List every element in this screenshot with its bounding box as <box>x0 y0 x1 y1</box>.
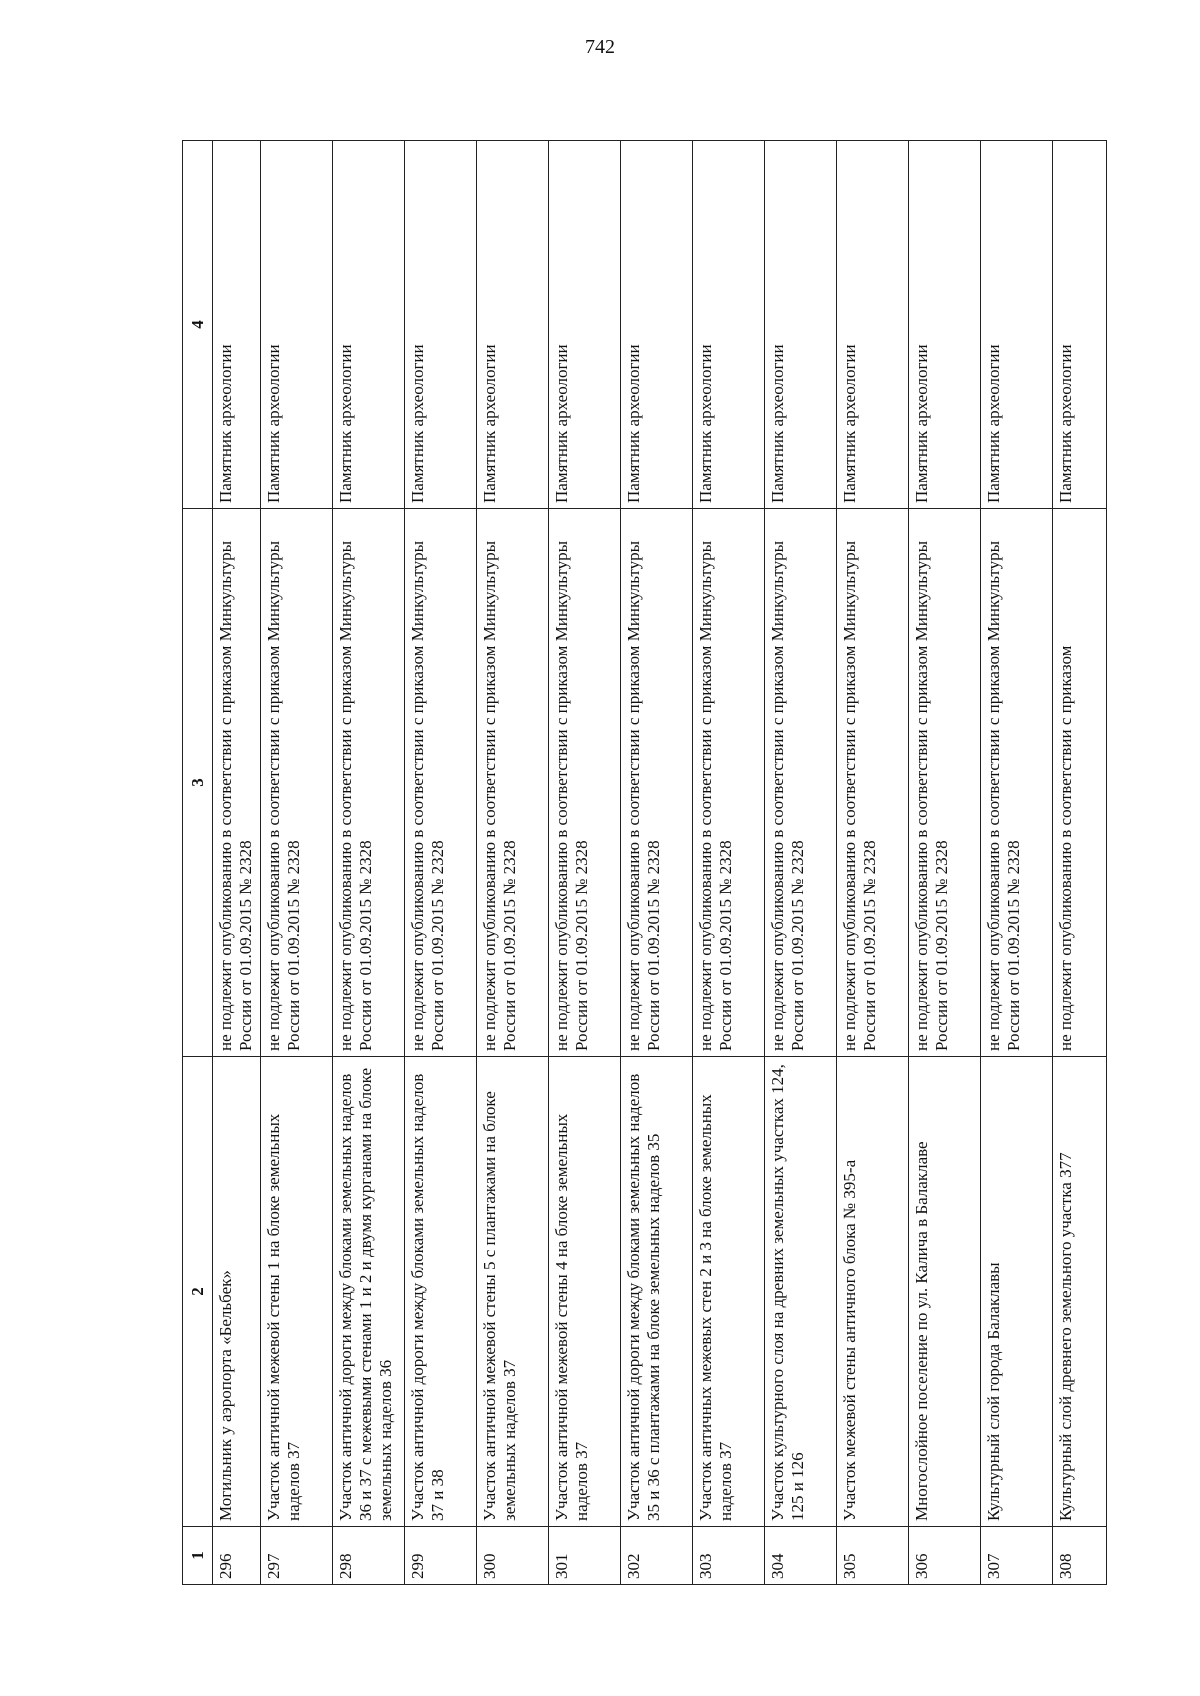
row-number-cell: 301 <box>549 1527 621 1585</box>
object-type-cell: Памятник археологии <box>765 141 837 509</box>
object-type-cell: Памятник археологии <box>477 141 549 509</box>
row-number-cell: 305 <box>837 1527 909 1585</box>
publication-status-cell: не подлежит опубликованию в соответствии с приказом Минкультуры России от 01.09.2015 № 2328 <box>213 509 261 1057</box>
publication-status-cell: не подлежит опубликованию в соответствии с приказом Минкультуры России от 01.09.2015 № 2328 <box>837 509 909 1057</box>
object-name-cell: Культурный слой города Балаклавы <box>981 1057 1053 1527</box>
row-number-cell: 298 <box>333 1527 405 1585</box>
object-type-cell: Памятник археологии <box>1053 141 1107 509</box>
row-number-cell: 303 <box>693 1527 765 1585</box>
object-name-cell: Участок античной межевой стены 5 с плантажами на блоке земельных наделов 37 <box>477 1057 549 1527</box>
publication-status-cell: не подлежит опубликованию в соответствии с приказом Минкультуры России от 01.09.2015 № 2328 <box>765 509 837 1057</box>
table-row <box>405 141 477 1585</box>
table-row <box>837 141 909 1585</box>
object-type-cell: Памятник археологии <box>693 141 765 509</box>
row-number-cell: 299 <box>405 1527 477 1585</box>
object-type-cell: Памятник археологии <box>981 141 1053 509</box>
publication-status-cell: не подлежит опубликованию в соответствии с приказом Минкультуры России от 01.09.2015 № 2328 <box>549 509 621 1057</box>
object-type-cell: Памятник археологии <box>405 141 477 509</box>
row-number-cell: 306 <box>909 1527 981 1585</box>
object-name-cell: Участок античных межевых стен 2 и 3 на блоке земельных наделов 37 <box>693 1057 765 1527</box>
header-col-2: 2 <box>183 1057 213 1527</box>
header-col-3: 3 <box>183 509 213 1057</box>
object-type-cell: Памятник археологии <box>621 141 693 509</box>
object-type-cell: Памятник археологии <box>549 141 621 509</box>
table-row <box>621 141 693 1585</box>
object-name-cell: Культурный слой древнего земельного участка 377 <box>1053 1057 1107 1527</box>
publication-status-cell: не подлежит опубликованию в соответствии с приказом Минкультуры России от 01.09.2015 № 2328 <box>261 509 333 1057</box>
object-name-cell: Могильник у аэропорта «Бельбек» <box>213 1057 261 1527</box>
table-header-row <box>183 141 213 1585</box>
row-number-cell: 304 <box>765 1527 837 1585</box>
table-row <box>477 141 549 1585</box>
publication-status-cell: не подлежит опубликованию в соответствии с приказом Минкультуры России от 01.09.2015 № 2328 <box>909 509 981 1057</box>
object-type-cell: Памятник археологии <box>837 141 909 509</box>
publication-status-cell: не подлежит опубликованию в соответствии с приказом Минкультуры России от 01.09.2015 № 2328 <box>981 509 1053 1057</box>
object-name-cell: Участок античной дороги между блоками земельных наделов 37 и 38 <box>405 1057 477 1527</box>
object-name-cell: Участок античной межевой стены 4 на блоке земельных наделов 37 <box>549 1057 621 1527</box>
table-row <box>333 141 405 1585</box>
publication-status-cell: не подлежит опубликованию в соответствии с приказом Минкультуры России от 01.09.2015 № 2328 <box>333 509 405 1057</box>
table-row <box>213 141 261 1585</box>
table-row <box>549 141 621 1585</box>
object-name-cell: Многослойное поселение по ул. Калича в Балаклаве <box>909 1057 981 1527</box>
publication-status-cell: не подлежит опубликованию в соответствии с приказом Минкультуры России от 01.09.2015 № 2328 <box>693 509 765 1057</box>
object-name-cell: Участок античной дороги между блоками земельных наделов 36 и 37 с межевыми стенами 1 и 2 и двумя курганами на блоке земельных наделов 36 <box>333 1057 405 1527</box>
row-number-cell: 308 <box>1053 1527 1107 1585</box>
object-name-cell: Участок античной межевой стены 1 на блоке земельных наделов 37 <box>261 1057 333 1527</box>
table-row <box>693 141 765 1585</box>
publication-status-cell: не подлежит опубликованию в соответствии с приказом Минкультуры России от 01.09.2015 № 2328 <box>405 509 477 1057</box>
table-row <box>909 141 981 1585</box>
row-number-cell: 296 <box>213 1527 261 1585</box>
publication-status-cell: не подлежит опубликованию в соответствии с приказом Минкультуры России от 01.09.2015 № 2328 <box>621 509 693 1057</box>
table-row <box>765 141 837 1585</box>
object-name-cell: Участок культурного слоя на древних земельных участках 124, 125 и 126 <box>765 1057 837 1527</box>
row-number-cell: 302 <box>621 1527 693 1585</box>
publication-status-cell: не подлежит опубликованию в соответствии с приказом Минкультуры России от 01.09.2015 № 2328 <box>477 509 549 1057</box>
row-number-cell: 300 <box>477 1527 549 1585</box>
row-number-cell: 307 <box>981 1527 1053 1585</box>
object-name-cell: Участок античной дороги между блоками земельных наделов 35 и 36 с плантажами на блоке земельных наделов 35 <box>621 1057 693 1527</box>
header-col-4: 4 <box>183 141 213 509</box>
publication-status-cell: не подлежит опубликованию в соответствии с приказом <box>1053 509 1107 1057</box>
monuments-table <box>182 140 1107 1585</box>
object-name-cell: Участок межевой стены античного блока № 395-а <box>837 1057 909 1527</box>
table-container <box>182 141 1082 1585</box>
object-type-cell: Памятник археологии <box>213 141 261 509</box>
table-row <box>1053 141 1107 1585</box>
table-row <box>261 141 333 1585</box>
object-type-cell: Памятник археологии <box>333 141 405 509</box>
row-number-cell: 297 <box>261 1527 333 1585</box>
object-type-cell: Памятник археологии <box>261 141 333 509</box>
object-type-cell: Памятник археологии <box>909 141 981 509</box>
page-number: 742 <box>585 36 615 58</box>
table-row <box>981 141 1053 1585</box>
rotated-table <box>182 141 1082 1585</box>
header-col-1: 1 <box>183 1527 213 1585</box>
